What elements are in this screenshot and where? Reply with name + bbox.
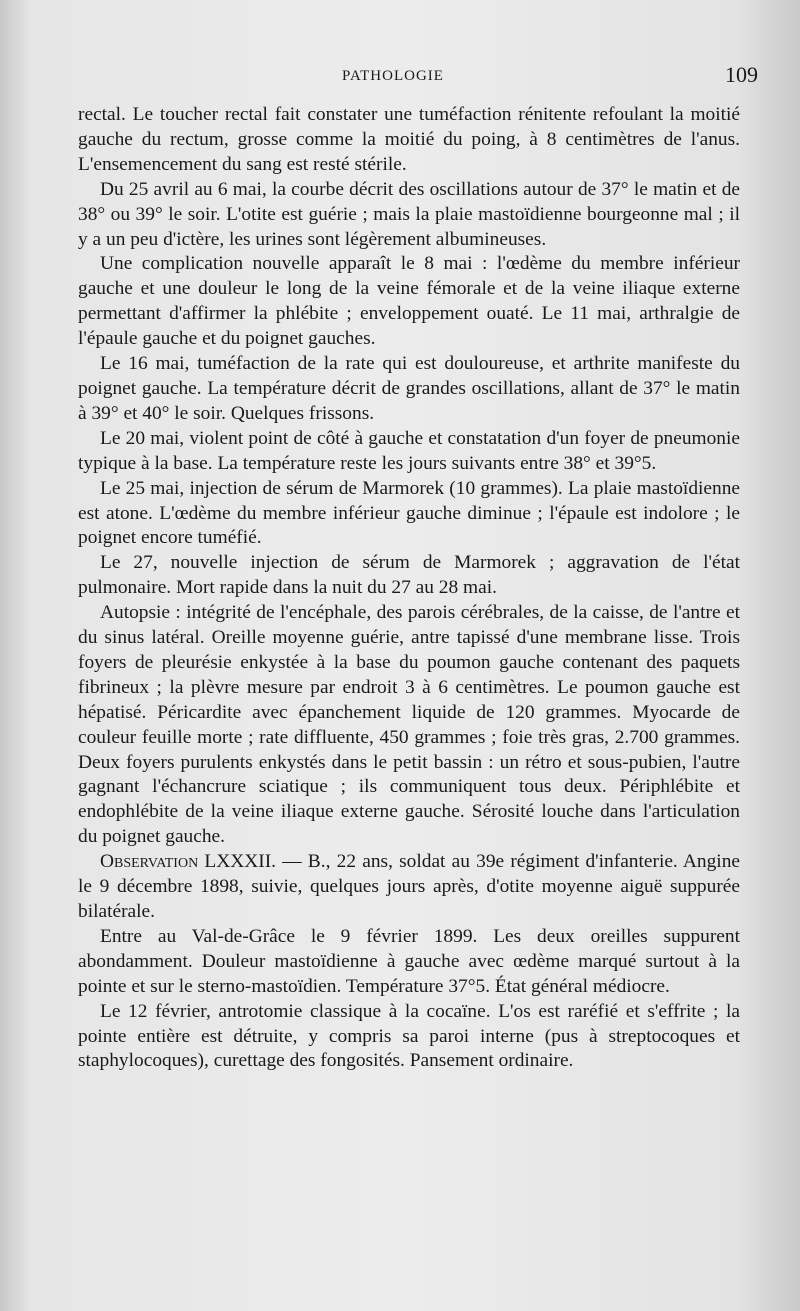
paragraph: Entre au Val-de-Grâce le 9 février 1899. Les deux oreilles suppurent abondamment. Douleur mastoïdienne à gauche avec œdème marqué surtout à la pointe et sur le sterno-mastoïdien. Température 37°5. État général médiocre. bbox=[78, 925, 740, 997]
paragraph: Autopsie : intégrité de l'encéphale, des parois cérébrales, de la caisse, de l'antre et du sinus latéral. Oreille moyenne guérie, antre tapissé d'une membrane lisse. Trois foyers de pleurésie enkystée à la base du poumon gauche contenant des paquets fibrineux ; la plèvre mesure par endroit 3 à 6 centimètres. Le poumon gauche est hépatisé. Péricardite avec épanchement liquide de 120 grammes. Myocarde de couleur feuille morte ; rate diffluente, 450 grammes ; foie très gras, 2.700 grammes. Deux foyers purulents enkystés dans le petit bassin : un rétro et sous-pubien, l'autre gagnant l'échancrure sciatique ; ils communiquent tous deux. Périphlébite et endophlébite de la veine iliaque externe gauche. Sérosité louche dans l'articulation du poignet gauche. bbox=[78, 602, 740, 848]
running-title: PATHOLOGIE bbox=[342, 68, 444, 84]
observation-text: LXXXII. — B., 22 ans, soldat au 39e régiment d'infanterie. Angine le 9 décembre 1898, suivie, quelques jours après, d'otite moyenne aiguë suppurée bilatérale. bbox=[78, 851, 740, 922]
paragraph: Le 27, nouvelle injection de sérum de Marmorek ; aggravation de l'état pulmonaire. Mort rapide dans la nuit du 27 au 28 mai. bbox=[78, 552, 740, 599]
observation-paragraph bbox=[78, 850, 740, 925]
paragraph: Une complication nouvelle apparaît le 8 mai : l'œdème du membre inférieur gauche et une douleur le long de la veine fémorale et de la veine iliaque externe permettant d'affirmer la phlébite ; enveloppement ouaté. Le 11 mai, arthralgie de l'épaule gauche et du poignet gauches. bbox=[78, 253, 740, 350]
page-number: 109 bbox=[725, 62, 758, 87]
body-text bbox=[78, 103, 740, 1074]
paragraph: rectal. Le toucher rectal fait constater une tuméfaction rénitente refoulant la moitié gauche du rectum, grosse comme la moitié du poing, à 8 centimètres de l'anus. L'ensemencement du sang est resté stérile. bbox=[78, 104, 740, 175]
paragraph: Le 12 février, antrotomie classique à la cocaïne. L'os est raréfié et s'effrite ; la pointe entière est détruite, y compris sa paroi interne (pus à streptocoques et staphylocoques), curettage des fongosités. Pansement ordinaire. bbox=[78, 1000, 740, 1072]
page-header bbox=[78, 62, 758, 92]
observation-label: Observation bbox=[100, 851, 199, 873]
paragraph: Du 25 avril au 6 mai, la courbe décrit des oscillations autour de 37° le matin et de 38° ou 39° le soir. L'otite est guérie ; mais la plaie mastoïdienne bourgeonne mal ; il y a un peu d'ictère, les urines sont légèrement albumineuses. bbox=[78, 178, 740, 250]
paragraph: Le 20 mai, violent point de côté à gauche et constatation d'un foyer de pneumonie typique à la base. La température reste les jours suivants entre 38° et 39°5. bbox=[78, 427, 740, 474]
paragraph: Le 16 mai, tuméfaction de la rate qui est douloureuse, et arthrite manifeste du poignet gauche. La température décrit de grandes oscillations, allant de 37° le matin à 39° et 40° le soir. Quelques frissons. bbox=[78, 353, 740, 424]
paragraph: Le 25 mai, injection de sérum de Marmorek (10 grammes). La plaie mastoïdienne est atone. L'œdème du membre inférieur gauche diminue ; l'épaule est indolore ; le poignet encore tuméfié. bbox=[78, 477, 740, 549]
